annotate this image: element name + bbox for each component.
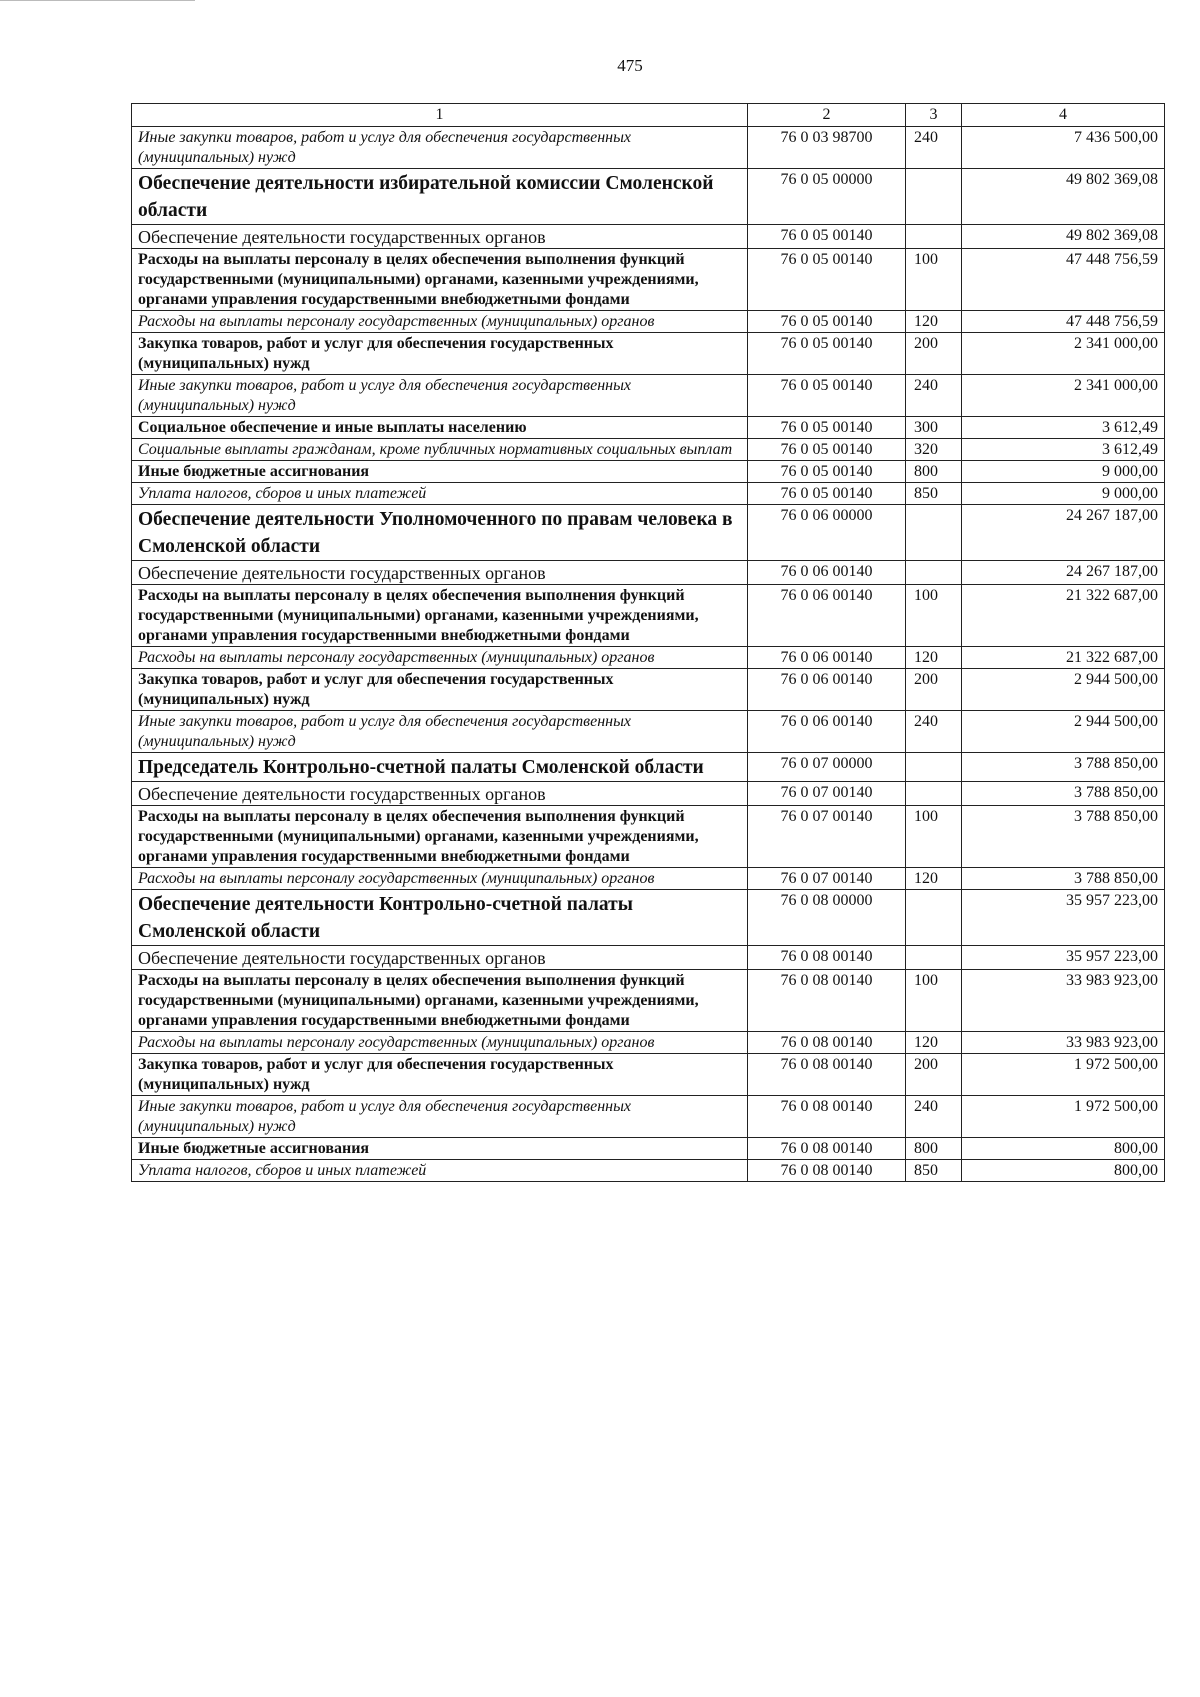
table-row xyxy=(132,1138,1165,1160)
row-sum-cell: 35 957 223,00 xyxy=(962,946,1165,970)
row-csr-cell: 76 0 08 00140 xyxy=(748,1138,906,1160)
row-sum-cell: 800,00 xyxy=(962,1138,1165,1160)
row-sum-cell: 33 983 923,00 xyxy=(962,1032,1165,1054)
row-csr-cell: 76 0 08 00140 xyxy=(748,1054,906,1096)
row-sum-cell: 3 788 850,00 xyxy=(962,806,1165,868)
row-name-cell: Расходы на выплаты персоналу государственных (муниципальных) органов xyxy=(132,1032,748,1054)
row-sum-cell: 33 983 923,00 xyxy=(962,970,1165,1032)
row-name-cell: Расходы на выплаты персоналу в целях обеспечения выполнения функций государственными (муниципальными) органами, казенными учреждениями, органами управления государственными внебюджетными фондами xyxy=(132,970,748,1032)
row-csr-cell: 76 0 05 00000 xyxy=(748,169,906,225)
table-row xyxy=(132,970,1165,1032)
row-csr-cell: 76 0 08 00140 xyxy=(748,946,906,970)
row-name-cell: Иные бюджетные ассигнования xyxy=(132,461,748,483)
row-name-cell: Уплата налогов, сборов и иных платежей xyxy=(132,1160,748,1182)
row-csr-cell: 76 0 03 98700 xyxy=(748,127,906,169)
table-row xyxy=(132,505,1165,561)
row-sum-cell: 800,00 xyxy=(962,1160,1165,1182)
row-name-cell: Расходы на выплаты персоналу в целях обеспечения выполнения функций государственными (муниципальными) органами, казенными учреждениями, органами управления государственными внебюджетными фондами xyxy=(132,806,748,868)
table-row xyxy=(132,782,1165,806)
row-name-cell: Закупка товаров, работ и услуг для обеспечения государственных (муниципальных) нужд xyxy=(132,669,748,711)
table-row xyxy=(132,483,1165,505)
row-name-cell: Расходы на выплаты персоналу в целях обеспечения выполнения функций государственными (муниципальными) органами, казенными учреждениями, органами управления государственными внебюджетными фондами xyxy=(132,249,748,311)
row-vr-cell: 240 xyxy=(906,1096,962,1138)
row-vr-cell: 100 xyxy=(906,249,962,311)
row-sum-cell: 2 944 500,00 xyxy=(962,669,1165,711)
row-name-cell: Социальное обеспечение и иные выплаты населению xyxy=(132,417,748,439)
row-vr-cell: 240 xyxy=(906,711,962,753)
row-csr-cell: 76 0 08 00140 xyxy=(748,970,906,1032)
table-row xyxy=(132,1160,1165,1182)
table-row xyxy=(132,311,1165,333)
row-sum-cell: 21 322 687,00 xyxy=(962,647,1165,669)
table-row xyxy=(132,127,1165,169)
row-name-cell: Социальные выплаты гражданам, кроме публичных нормативных социальных выплат xyxy=(132,439,748,461)
table-row xyxy=(132,806,1165,868)
table-row xyxy=(132,439,1165,461)
table-row xyxy=(132,225,1165,249)
row-sum-cell: 49 802 369,08 xyxy=(962,225,1165,249)
row-vr-cell xyxy=(906,561,962,585)
table-row xyxy=(132,1032,1165,1054)
table-row xyxy=(132,417,1165,439)
row-vr-cell xyxy=(906,505,962,561)
table-row xyxy=(132,333,1165,375)
row-vr-cell: 320 xyxy=(906,439,962,461)
row-sum-cell: 24 267 187,00 xyxy=(962,505,1165,561)
row-csr-cell: 76 0 05 00140 xyxy=(748,461,906,483)
row-csr-cell: 76 0 08 00140 xyxy=(748,1032,906,1054)
row-vr-cell xyxy=(906,753,962,782)
table-body xyxy=(132,127,1165,1182)
row-vr-cell: 120 xyxy=(906,868,962,890)
table-row xyxy=(132,1096,1165,1138)
table-row xyxy=(132,868,1165,890)
row-vr-cell: 200 xyxy=(906,333,962,375)
row-vr-cell: 120 xyxy=(906,647,962,669)
row-sum-cell: 3 612,49 xyxy=(962,417,1165,439)
row-name-cell: Обеспечение деятельности государственных органов xyxy=(132,782,748,806)
row-csr-cell: 76 0 05 00140 xyxy=(748,249,906,311)
row-name-cell: Обеспечение деятельности Контрольно-счетной палаты Смоленской области xyxy=(132,890,748,946)
row-name-cell: Иные закупки товаров, работ и услуг для обеспечения государственных (муниципальных) нужд xyxy=(132,711,748,753)
row-vr-cell xyxy=(906,782,962,806)
row-csr-cell: 76 0 07 00140 xyxy=(748,806,906,868)
row-csr-cell: 76 0 07 00140 xyxy=(748,782,906,806)
row-csr-cell: 76 0 05 00140 xyxy=(748,439,906,461)
row-vr-cell: 800 xyxy=(906,1138,962,1160)
row-name-cell: Иные бюджетные ассигнования xyxy=(132,1138,748,1160)
row-sum-cell: 2 341 000,00 xyxy=(962,333,1165,375)
row-vr-cell: 100 xyxy=(906,970,962,1032)
row-csr-cell: 76 0 05 00140 xyxy=(748,225,906,249)
budget-table xyxy=(131,103,1165,1182)
row-csr-cell: 76 0 05 00140 xyxy=(748,375,906,417)
row-sum-cell: 9 000,00 xyxy=(962,483,1165,505)
row-name-cell: Закупка товаров, работ и услуг для обеспечения государственных (муниципальных) нужд xyxy=(132,1054,748,1096)
row-sum-cell: 21 322 687,00 xyxy=(962,585,1165,647)
row-name-cell: Иные закупки товаров, работ и услуг для обеспечения государственных (муниципальных) нужд xyxy=(132,375,748,417)
table-row xyxy=(132,890,1165,946)
row-name-cell: Обеспечение деятельности государственных органов xyxy=(132,946,748,970)
row-vr-cell: 100 xyxy=(906,806,962,868)
row-name-cell: Обеспечение деятельности государственных органов xyxy=(132,225,748,249)
row-csr-cell: 76 0 06 00140 xyxy=(748,585,906,647)
row-sum-cell: 3 788 850,00 xyxy=(962,753,1165,782)
row-csr-cell: 76 0 05 00140 xyxy=(748,483,906,505)
table-row xyxy=(132,375,1165,417)
header-col-2: 2 xyxy=(748,104,906,127)
row-sum-cell: 3 788 850,00 xyxy=(962,782,1165,806)
row-sum-cell: 7 436 500,00 xyxy=(962,127,1165,169)
page-number: 475 xyxy=(617,56,643,75)
row-name-cell: Расходы на выплаты персоналу государственных (муниципальных) органов xyxy=(132,311,748,333)
row-sum-cell: 9 000,00 xyxy=(962,461,1165,483)
table-row xyxy=(132,669,1165,711)
row-vr-cell: 850 xyxy=(906,1160,962,1182)
scan-edge-line xyxy=(0,0,195,1)
row-name-cell: Уплата налогов, сборов и иных платежей xyxy=(132,483,748,505)
row-name-cell: Обеспечение деятельности государственных органов xyxy=(132,561,748,585)
table-row xyxy=(132,585,1165,647)
row-csr-cell: 76 0 07 00000 xyxy=(748,753,906,782)
row-csr-cell: 76 0 07 00140 xyxy=(748,868,906,890)
row-csr-cell: 76 0 08 00140 xyxy=(748,1160,906,1182)
row-csr-cell: 76 0 05 00140 xyxy=(748,417,906,439)
row-csr-cell: 76 0 06 00000 xyxy=(748,505,906,561)
row-csr-cell: 76 0 06 00140 xyxy=(748,561,906,585)
row-name-cell: Иные закупки товаров, работ и услуг для обеспечения государственных (муниципальных) нужд xyxy=(132,127,748,169)
row-sum-cell: 49 802 369,08 xyxy=(962,169,1165,225)
row-name-cell: Расходы на выплаты персоналу государственных (муниципальных) органов xyxy=(132,868,748,890)
table-row xyxy=(132,461,1165,483)
row-vr-cell: 240 xyxy=(906,375,962,417)
row-sum-cell: 2 341 000,00 xyxy=(962,375,1165,417)
row-csr-cell: 76 0 05 00140 xyxy=(748,333,906,375)
row-csr-cell: 76 0 05 00140 xyxy=(748,311,906,333)
table-row xyxy=(132,647,1165,669)
row-vr-cell: 300 xyxy=(906,417,962,439)
header-col-1: 1 xyxy=(132,104,748,127)
row-vr-cell xyxy=(906,169,962,225)
header-col-4: 4 xyxy=(962,104,1165,127)
table-row xyxy=(132,1054,1165,1096)
table-row xyxy=(132,711,1165,753)
row-sum-cell: 3 612,49 xyxy=(962,439,1165,461)
row-vr-cell: 120 xyxy=(906,311,962,333)
row-name-cell: Расходы на выплаты персоналу государственных (муниципальных) органов xyxy=(132,647,748,669)
row-sum-cell: 47 448 756,59 xyxy=(962,249,1165,311)
header-col-3: 3 xyxy=(906,104,962,127)
row-name-cell: Председатель Контрольно-счетной палаты Смоленской области xyxy=(132,753,748,782)
row-vr-cell xyxy=(906,946,962,970)
row-vr-cell: 240 xyxy=(906,127,962,169)
row-vr-cell: 850 xyxy=(906,483,962,505)
row-name-cell: Закупка товаров, работ и услуг для обеспечения государственных (муниципальных) нужд xyxy=(132,333,748,375)
row-sum-cell: 35 957 223,00 xyxy=(962,890,1165,946)
row-name-cell: Расходы на выплаты персоналу в целях обеспечения выполнения функций государственными (муниципальными) органами, казенными учреждениями, органами управления государственными внебюджетными фондами xyxy=(132,585,748,647)
row-vr-cell: 200 xyxy=(906,1054,962,1096)
row-vr-cell: 100 xyxy=(906,585,962,647)
row-vr-cell xyxy=(906,890,962,946)
row-csr-cell: 76 0 08 00140 xyxy=(748,1096,906,1138)
table-header-row xyxy=(132,104,1165,127)
row-csr-cell: 76 0 06 00140 xyxy=(748,711,906,753)
table-row xyxy=(132,169,1165,225)
row-vr-cell: 800 xyxy=(906,461,962,483)
row-csr-cell: 76 0 08 00000 xyxy=(748,890,906,946)
row-sum-cell: 24 267 187,00 xyxy=(962,561,1165,585)
row-csr-cell: 76 0 06 00140 xyxy=(748,647,906,669)
row-sum-cell: 2 944 500,00 xyxy=(962,711,1165,753)
row-sum-cell: 3 788 850,00 xyxy=(962,868,1165,890)
row-csr-cell: 76 0 06 00140 xyxy=(748,669,906,711)
row-vr-cell: 120 xyxy=(906,1032,962,1054)
row-vr-cell: 200 xyxy=(906,669,962,711)
row-sum-cell: 1 972 500,00 xyxy=(962,1096,1165,1138)
row-name-cell: Иные закупки товаров, работ и услуг для обеспечения государственных (муниципальных) нужд xyxy=(132,1096,748,1138)
row-name-cell: Обеспечение деятельности избирательной комиссии Смоленской области xyxy=(132,169,748,225)
table-row xyxy=(132,753,1165,782)
table-row xyxy=(132,946,1165,970)
row-vr-cell xyxy=(906,225,962,249)
row-sum-cell: 47 448 756,59 xyxy=(962,311,1165,333)
row-name-cell: Обеспечение деятельности Уполномоченного по правам человека в Смоленской области xyxy=(132,505,748,561)
row-sum-cell: 1 972 500,00 xyxy=(962,1054,1165,1096)
table-row xyxy=(132,561,1165,585)
table-row xyxy=(132,249,1165,311)
